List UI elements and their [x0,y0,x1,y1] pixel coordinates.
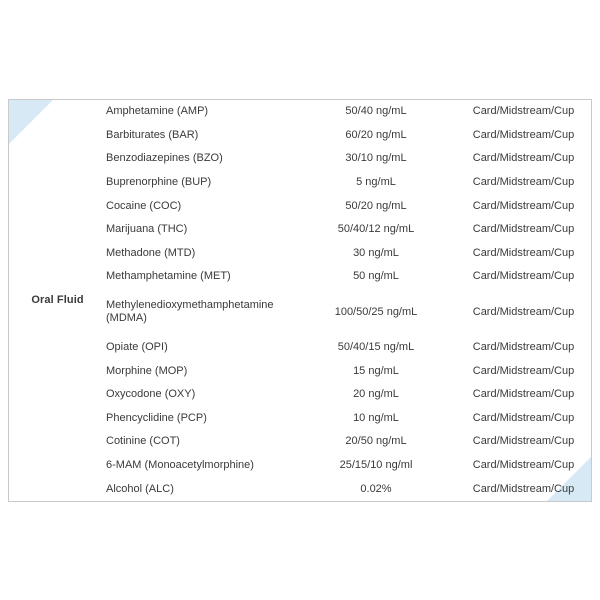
cutoff-concentration-cell: 50 ng/mL [353,270,399,283]
cutoff-concentration-cell: 50/40 ng/mL [345,105,407,118]
device-format-cell: Card/Midstream/Cup [472,128,575,141]
table-body [9,100,591,501]
device-format-cell: Card/Midstream/Cup [472,458,575,471]
analyte-name-cell: Cotinine (COT) [106,435,180,448]
device-format-cell: Card/Midstream/Cup [472,482,575,495]
analyte-name-cell: 6-MAM (Monoacetylmorphine) [106,458,254,471]
device-format-cell: Card/Midstream/Cup [472,246,575,259]
device-format-cell: Card/Midstream/Cup [472,305,575,318]
cutoff-concentration-cell: 50/40/15 ng/mL [337,341,415,354]
table-row [9,100,591,124]
cutoff-concentration-cell: 5 ng/mL [356,176,396,189]
cutoff-concentration-cell: 25/15/10 ng/ml [339,458,413,471]
analyte-name-cell: Phencyclidine (PCP) [106,411,207,424]
analyte-name-cell: Marijuana (THC) [106,223,188,236]
cutoff-concentration-cell: 10 ng/mL [353,411,399,424]
cutoff-concentration-cell: 0.02% [360,482,392,495]
device-format-cell: Card/Midstream/Cup [472,199,575,212]
cutoff-concentration-cell: 20 ng/mL [353,388,399,401]
analyte-name-cell: Buprenorphine (BUP) [106,176,212,189]
cutoff-concentration-cell: 100/50/25 ng/mL [334,305,418,318]
analyte-name-cell: Alcohol (ALC) [106,482,174,495]
analyte-name-cell: Methylenedioxymethamphetamine (MDMA) [106,299,274,325]
analyte-specification-table [9,100,591,501]
analyte-name-cell: Barbiturates (BAR) [106,128,199,141]
device-format-cell: Card/Midstream/Cup [472,341,575,354]
device-format-cell: Card/Midstream/Cup [472,388,575,401]
specification-panel [8,99,592,502]
device-format-cell: Card/Midstream/Cup [472,152,575,165]
device-format-cell: Card/Midstream/Cup [472,223,575,236]
analyte-name-cell: Morphine (MOP) [106,364,188,377]
analyte-name-cell: Oxycodone (OXY) [106,388,196,401]
device-format-cell: Card/Midstream/Cup [472,411,575,424]
analyte-name-cell: Amphetamine (AMP) [106,105,209,118]
analyte-name-cell: Methamphetamine (MET) [106,270,231,283]
analyte-name-cell: Opiate (OPI) [106,341,168,354]
device-format-cell: Card/Midstream/Cup [472,270,575,283]
device-format-cell: Card/Midstream/Cup [472,176,575,189]
device-format-cell: Card/Midstream/Cup [472,364,575,377]
cutoff-concentration-cell: 15 ng/mL [353,364,399,377]
cutoff-concentration-cell: 20/50 ng/mL [345,435,407,448]
cutoff-concentration-cell: 50/20 ng/mL [345,199,407,212]
analyte-name-cell: Methadone (MTD) [106,246,196,259]
cutoff-concentration-cell: 30 ng/mL [353,246,399,259]
cutoff-concentration-cell: 50/40/12 ng/mL [337,223,415,236]
device-format-cell: Card/Midstream/Cup [472,435,575,448]
cutoff-concentration-cell: 60/20 ng/mL [345,128,407,141]
matrix-label-cell: Oral Fluid [31,294,84,306]
analyte-name-cell: Benzodiazepines (BZO) [106,152,223,165]
device-format-cell: Card/Midstream/Cup [472,105,575,118]
cutoff-concentration-cell: 30/10 ng/mL [345,152,407,165]
analyte-name-cell: Cocaine (COC) [106,199,182,212]
